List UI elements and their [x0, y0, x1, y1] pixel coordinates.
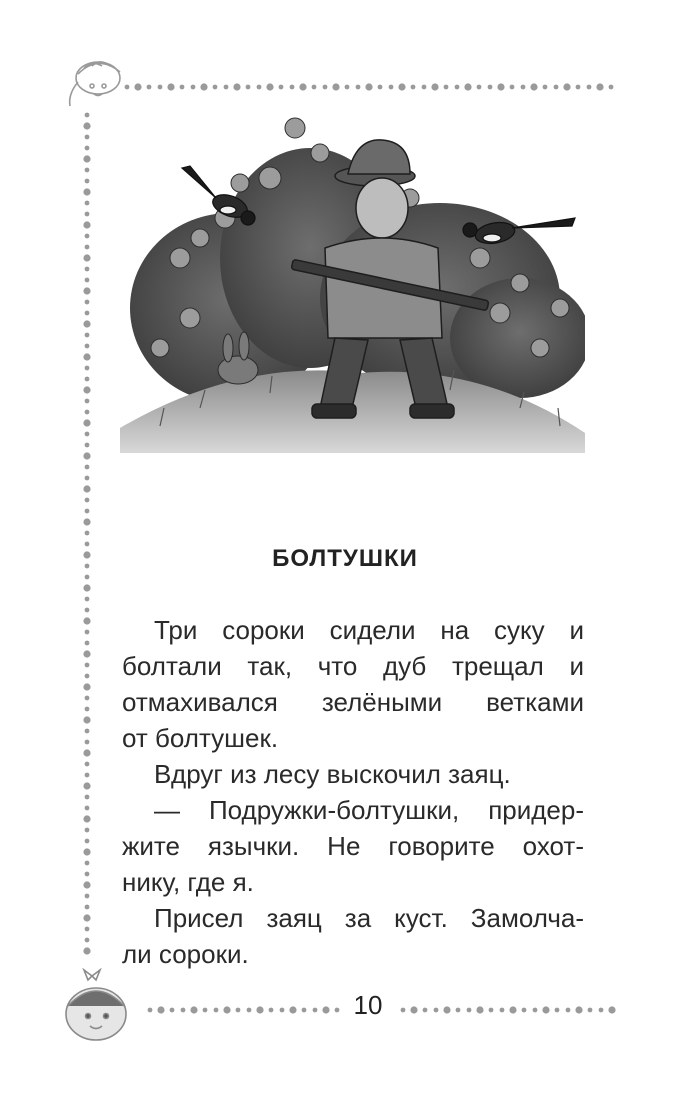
decorative-dot — [170, 1008, 175, 1013]
decorative-dot — [476, 1006, 483, 1013]
decorative-dot — [158, 85, 163, 90]
text-line: отмахивался зелёными ветками — [122, 687, 584, 717]
page-number: 10 — [353, 990, 383, 1020]
decorative-dot — [411, 85, 416, 90]
decorative-dot — [443, 1006, 450, 1013]
decorative-dot — [83, 485, 90, 492]
girl-face-icon — [56, 966, 146, 1046]
decorative-dot — [279, 85, 284, 90]
decorative-dot — [157, 1006, 164, 1013]
text-line: от болтушек. — [122, 723, 279, 753]
decorative-dot — [533, 1008, 538, 1013]
decorative-dot — [85, 146, 90, 151]
decorative-dot — [85, 377, 90, 382]
text-line: Присел заяц за куст. Замолча- — [154, 903, 584, 933]
decorative-dot — [85, 333, 90, 338]
left-dotted-border — [80, 110, 94, 960]
top-dotted-border — [122, 80, 622, 94]
decorative-dot — [85, 762, 90, 767]
decorative-dot — [85, 674, 90, 679]
decorative-dot — [85, 366, 90, 371]
decorative-dot — [455, 85, 460, 90]
decorative-dot — [181, 1008, 186, 1013]
decorative-dot — [85, 905, 90, 910]
decorative-dot — [85, 443, 90, 448]
decorative-dot — [83, 617, 90, 624]
decorative-dot — [257, 85, 262, 90]
decorative-dot — [83, 782, 90, 789]
decorative-dot — [464, 83, 471, 90]
decorative-dot — [85, 861, 90, 866]
decorative-dot — [85, 465, 90, 470]
decorative-dot — [200, 83, 207, 90]
decorative-dot — [83, 386, 90, 393]
decorative-dot — [83, 452, 90, 459]
text-line: Три сороки сидели на суку и — [154, 615, 584, 645]
decorative-dot — [365, 83, 372, 90]
text-line: Вдруг из лесу выскочил заяц. — [154, 759, 511, 789]
decorative-dot — [269, 1008, 274, 1013]
decorative-dot — [85, 212, 90, 217]
decorative-dot — [488, 85, 493, 90]
decorative-dot — [85, 410, 90, 415]
decorative-dot — [398, 83, 405, 90]
decorative-dot — [554, 85, 559, 90]
text-line: ли сороки. — [122, 939, 249, 969]
decorative-dot — [497, 83, 504, 90]
decorative-dot — [85, 564, 90, 569]
decorative-dot — [530, 83, 537, 90]
decorative-dot — [456, 1008, 461, 1013]
girl-face-icon — [58, 52, 130, 116]
decorative-dot — [85, 300, 90, 305]
decorative-dot — [167, 83, 174, 90]
decorative-dot — [280, 1008, 285, 1013]
decorative-dot — [85, 927, 90, 932]
decorative-dot — [85, 168, 90, 173]
bottom-dotted-border-right — [398, 1003, 623, 1017]
paragraph-4 — [122, 900, 584, 972]
decorative-dot — [83, 551, 90, 558]
decorative-dot — [467, 1008, 472, 1013]
decorative-dot — [191, 85, 196, 90]
decorative-dot — [83, 353, 90, 360]
decorative-dot — [509, 1006, 516, 1013]
decorative-dot — [85, 575, 90, 580]
decorative-dot — [85, 245, 90, 250]
decorative-dot — [83, 914, 90, 921]
decorative-dot — [313, 1008, 318, 1013]
decorative-dot — [83, 716, 90, 723]
text-line: — Подружки-болтушки, придер- — [154, 795, 584, 825]
decorative-dot — [83, 287, 90, 294]
decorative-dot — [224, 85, 229, 90]
decorative-dot — [85, 696, 90, 701]
decorative-dot — [500, 1008, 505, 1013]
paragraph-1 — [122, 612, 584, 756]
story-text — [122, 612, 584, 972]
decorative-dot — [83, 320, 90, 327]
decorative-dot — [83, 650, 90, 657]
decorative-dot — [85, 773, 90, 778]
decorative-dot — [378, 85, 383, 90]
decorative-dot — [335, 1008, 340, 1013]
decorative-dot — [290, 85, 295, 90]
paragraph-2 — [122, 756, 584, 792]
decorative-dot — [256, 1006, 263, 1013]
decorative-dot — [83, 155, 90, 162]
decorative-dot — [85, 872, 90, 877]
decorative-dot — [85, 399, 90, 404]
decorative-dot — [83, 584, 90, 591]
decorative-dot — [85, 476, 90, 481]
decorative-dot — [85, 894, 90, 899]
decorative-dot — [147, 85, 152, 90]
decorative-dot — [332, 83, 339, 90]
decorative-dot — [596, 83, 603, 90]
decorative-dot — [85, 707, 90, 712]
decorative-dot — [83, 881, 90, 888]
decorative-dot — [85, 608, 90, 613]
decorative-dot — [83, 815, 90, 822]
decorative-dot — [85, 740, 90, 745]
decorative-dot — [233, 83, 240, 90]
decorative-dot — [434, 1008, 439, 1013]
decorative-dot — [85, 267, 90, 272]
decorative-dot — [85, 828, 90, 833]
decorative-dot — [542, 1006, 549, 1013]
decorative-dot — [477, 85, 482, 90]
decorative-dot — [134, 83, 141, 90]
decorative-dot — [423, 1008, 428, 1013]
hunter-illustration — [120, 108, 585, 468]
story-title: БОЛТУШКИ — [272, 545, 418, 572]
decorative-dot — [575, 1006, 582, 1013]
decorative-dot — [83, 254, 90, 261]
decorative-dot — [489, 1008, 494, 1013]
decorative-dot — [85, 179, 90, 184]
decorative-dot — [148, 1008, 153, 1013]
decorative-dot — [125, 85, 130, 90]
decorative-dot — [203, 1008, 208, 1013]
decorative-dot — [608, 1006, 615, 1013]
decorative-dot — [247, 1008, 252, 1013]
decorative-dot — [299, 83, 306, 90]
decorative-dot — [236, 1008, 241, 1013]
decorative-dot — [83, 122, 90, 129]
decorative-dot — [85, 729, 90, 734]
decorative-dot — [85, 531, 90, 536]
decorative-dot — [444, 85, 449, 90]
decorative-dot — [85, 509, 90, 514]
decorative-dot — [83, 221, 90, 228]
decorative-dot — [213, 85, 218, 90]
decorative-dot — [85, 542, 90, 547]
decorative-dot — [576, 85, 581, 90]
decorative-dot — [83, 188, 90, 195]
bottom-dotted-border-left — [145, 1003, 345, 1017]
decorative-dot — [401, 1008, 406, 1013]
decorative-dot — [312, 85, 317, 90]
text-line: болтали так, что дуб трещал и — [122, 651, 584, 681]
decorative-dot — [410, 1006, 417, 1013]
decorative-dot — [563, 83, 570, 90]
decorative-dot — [85, 938, 90, 943]
decorative-dot — [85, 311, 90, 316]
decorative-dot — [356, 85, 361, 90]
decorative-dot — [85, 278, 90, 283]
decorative-dot — [85, 663, 90, 668]
decorative-dot — [555, 1008, 560, 1013]
decorative-dot — [85, 344, 90, 349]
decorative-dot — [431, 83, 438, 90]
decorative-dot — [83, 848, 90, 855]
decorative-dot — [214, 1008, 219, 1013]
decorative-dot — [609, 85, 614, 90]
decorative-dot — [521, 85, 526, 90]
decorative-dot — [83, 518, 90, 525]
decorative-dot — [85, 641, 90, 646]
text-line: жите язычки. Не говорите охот- — [122, 831, 584, 861]
text-line: нику, где я. — [122, 867, 254, 897]
decorative-dot — [85, 201, 90, 206]
decorative-dot — [190, 1006, 197, 1013]
decorative-dot — [85, 432, 90, 437]
decorative-dot — [85, 498, 90, 503]
decorative-dot — [180, 85, 185, 90]
paragraph-3 — [122, 792, 584, 900]
decorative-dot — [85, 135, 90, 140]
decorative-dot — [246, 85, 251, 90]
decorative-dot — [588, 1008, 593, 1013]
decorative-dot — [85, 795, 90, 800]
decorative-dot — [510, 85, 515, 90]
decorative-dot — [83, 947, 90, 954]
decorative-dot — [522, 1008, 527, 1013]
decorative-dot — [85, 630, 90, 635]
decorative-dot — [302, 1008, 307, 1013]
decorative-dot — [322, 1006, 329, 1013]
decorative-dot — [422, 85, 427, 90]
decorative-dot — [566, 1008, 571, 1013]
decorative-dot — [543, 85, 548, 90]
decorative-dot — [289, 1006, 296, 1013]
decorative-dot — [85, 597, 90, 602]
decorative-dot — [83, 419, 90, 426]
decorative-dot — [587, 85, 592, 90]
decorative-dot — [85, 113, 90, 118]
decorative-dot — [266, 83, 273, 90]
decorative-dot — [85, 234, 90, 239]
decorative-dot — [223, 1006, 230, 1013]
decorative-dot — [345, 85, 350, 90]
decorative-dot — [389, 85, 394, 90]
decorative-dot — [85, 806, 90, 811]
decorative-dot — [323, 85, 328, 90]
decorative-dot — [599, 1008, 604, 1013]
decorative-dot — [83, 749, 90, 756]
decorative-dot — [85, 839, 90, 844]
decorative-dot — [83, 683, 90, 690]
